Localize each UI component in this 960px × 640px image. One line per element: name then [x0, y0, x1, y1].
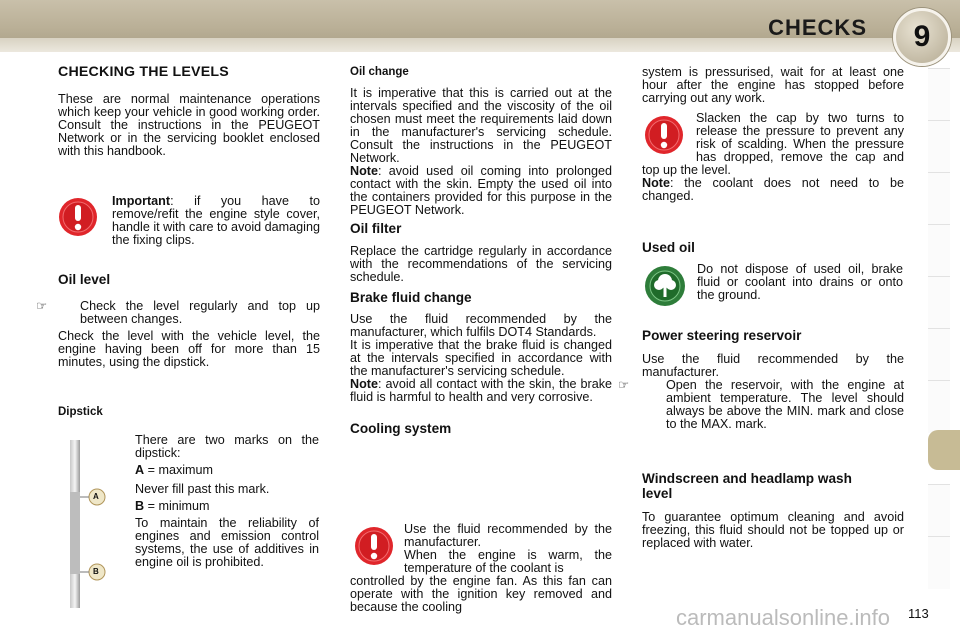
- dipstick-description: There are two marks on the dipstick: A = maximum Never fill past this mark. B = minimum To maintain the reliability of engines and emission control systems, the use of additives in engine oil is prohibited.: [135, 433, 319, 569]
- important-note: [112, 195, 320, 247]
- cooling-system-heading: Cooling system: [350, 421, 452, 436]
- washer-heading: Windscreen and headlamp wash level: [642, 471, 852, 501]
- brake-fluid-text-2: It is imperative that the brake fluid is changed at the intervals specified in accordance with the manufacturer's servicing schedule.: [350, 338, 612, 378]
- important-label: Important: [112, 194, 171, 208]
- page-title: CHECKS: [768, 15, 867, 40]
- eco-tree-icon: [645, 266, 685, 306]
- cooling-continued-text: system is pressurised, wait for at least one hour after the engine has stopped before carrying out any work.: [642, 65, 904, 105]
- warning-icon: [354, 526, 394, 566]
- intro-text: These are normal maintenance operations which keep your vehicle in good working order. Consult the instructions in the PEUGEOT Network or in the servicing booklet enclosed with this handbook.: [58, 92, 320, 158]
- oil-level-bullet: ☞ Check the level regularly and top up between changes.: [36, 299, 320, 326]
- side-tab: [928, 328, 950, 381]
- column-right: [642, 66, 904, 105]
- side-tab: [928, 536, 950, 589]
- used-oil-note: [697, 263, 903, 302]
- warning-icon: [58, 197, 98, 237]
- cooling-text-continued: [350, 575, 612, 614]
- side-tab: [928, 172, 950, 225]
- mark-a-letter: A: [135, 463, 145, 477]
- side-tab: [928, 224, 950, 277]
- bullet-arrow-icon: ☞: [618, 378, 630, 392]
- oil-level-text: Check the level with the vehicle level, the engine having been off for more than 15 minutes, using the dipstick.: [58, 329, 320, 369]
- oil-change-heading: Oil change: [350, 66, 409, 78]
- side-tab: [928, 380, 950, 433]
- dipstick-illustration: [60, 440, 120, 610]
- bullet-arrow-icon: ☞: [36, 299, 48, 313]
- power-steering-bullet: ☞ Open the reservoir, with the engine at ambient temperature. The level should always be above the MIN. mark and close to the MAX. mark.: [618, 378, 904, 431]
- oil-filter-heading: Oil filter: [350, 221, 402, 236]
- page-number: 113: [908, 606, 929, 621]
- note-label: Note: [350, 377, 378, 391]
- side-tab: [928, 276, 950, 329]
- power-steering-heading: Power steering reservoir: [642, 328, 802, 343]
- important-text: : if you have to remove/refit the engine style cover, handle it with care to avoid damaging the fixing clips.: [112, 194, 320, 247]
- power-steering-text: Use the fluid recommended by the manufacturer.: [642, 352, 904, 379]
- side-tab: [928, 68, 950, 121]
- side-tab-strip: [928, 68, 950, 578]
- slacken-text: Slacken the cap by two turns to release the pressure to prevent any risk of scalding. When the pressure has dropped, remove the cap and top up the level.: [642, 111, 904, 177]
- section-title: CHECKING THE LEVELS: [58, 64, 229, 80]
- slacken-note: [642, 112, 904, 203]
- cooling-warning-text: [404, 523, 612, 575]
- washer-section: [642, 471, 904, 550]
- additives-text: To maintain the reliability of engines and emission control systems, the use of additives in engine oil is prohibited.: [135, 516, 319, 569]
- cooling-text-2: When the engine is warm, the temperature of the coolant is: [404, 548, 612, 575]
- note-label: Note: [350, 164, 378, 178]
- dipstick-intro: There are two marks on the dipstick:: [135, 433, 319, 460]
- column-left: [58, 66, 320, 158]
- side-tab: [928, 120, 950, 173]
- dipstick-label-a: A: [93, 492, 99, 501]
- cooling-text-1: Use the fluid recommended by the manufacturer.: [404, 522, 612, 549]
- oil-filter-text: Replace the cartridge regularly in accordance with the recommendations of the servicing schedule.: [350, 244, 612, 284]
- brake-fluid-note: : avoid all contact with the skin, the brake fluid is harmful to health and very corrosive.: [350, 377, 612, 404]
- dipstick-label-b: B: [93, 567, 99, 576]
- brake-fluid-text-1: Use the fluid recommended by the manufacturer, which fulfils DOT4 Standards.: [350, 312, 612, 339]
- oil-level-section: [36, 272, 320, 369]
- watermark: carmanualsonline.info: [676, 605, 891, 630]
- never-fill-text: Never fill past this mark.: [135, 482, 270, 496]
- mark-b-letter: B: [135, 499, 145, 513]
- dipstick-heading: Dipstick: [58, 406, 103, 418]
- oil-change-note: : avoid used oil coming into prolonged contact with the skin. Empty the used oil into the containers provided for this purpose in the PEUGEOT Network.: [350, 164, 612, 217]
- washer-text: To guarantee optimum cleaning and avoid freezing, this fluid should not be topped up or replaced with water.: [642, 510, 904, 550]
- column-middle: [350, 66, 612, 435]
- cooling-text-3: controlled by the engine fan. As this fan can operate with the ignition key removed and because the cooling: [350, 574, 612, 614]
- oil-level-heading: Oil level: [58, 272, 111, 287]
- coolant-note: : the coolant does not need to be changed.: [642, 176, 904, 203]
- power-steering-section: [618, 328, 904, 431]
- active-chapter-tab: [928, 430, 960, 470]
- brake-fluid-heading: Brake fluid change: [350, 290, 472, 305]
- chapter-number-badge: 9: [893, 8, 951, 66]
- note-label: Note: [642, 176, 670, 190]
- used-oil-text: Do not dispose of used oil, brake fluid or coolant into drains or onto the ground.: [697, 262, 903, 302]
- oil-change-text: It is imperative that this is carried out at the intervals specified and the viscosity of the oil chosen must meet the requirements laid down in the manufacturer's servicing schedule. Consult the instructions in the PEUGEOT Network.: [350, 86, 612, 165]
- side-tab: [928, 484, 950, 537]
- used-oil-heading: Used oil: [642, 240, 695, 255]
